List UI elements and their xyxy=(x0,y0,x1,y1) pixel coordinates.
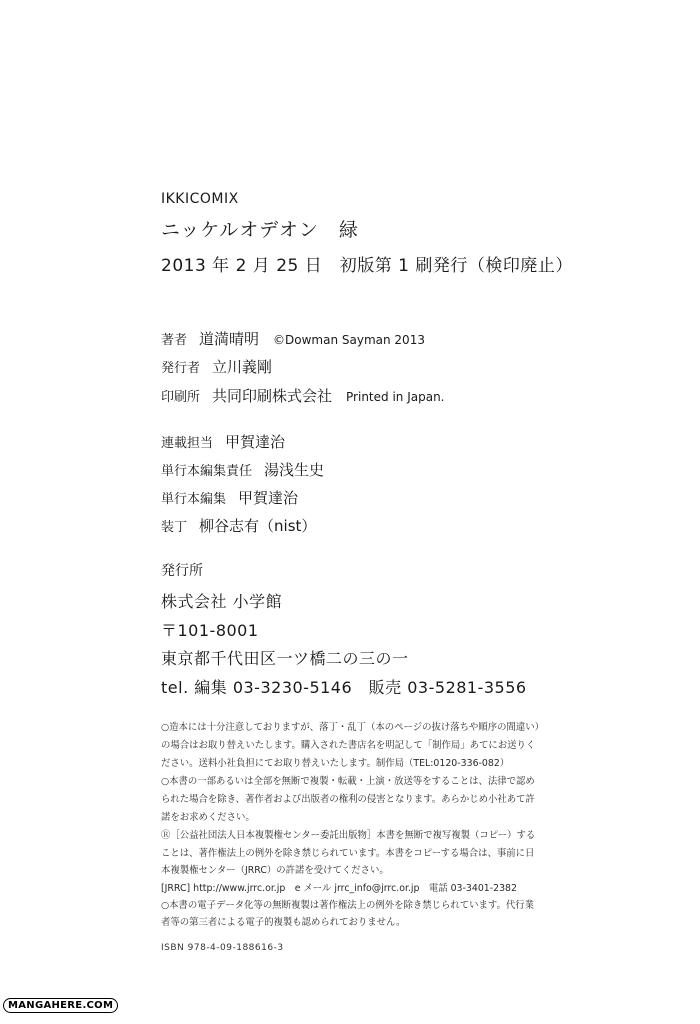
credit-author xyxy=(161,328,425,349)
credit-value: 道満晴明 xyxy=(199,330,260,348)
staff-book-editor xyxy=(161,487,298,508)
credit-value: 甲賀達治 xyxy=(225,433,286,451)
credit-value: 柳谷志有（nist） xyxy=(199,517,317,535)
notice-line: ださい。送料小社負担にてお取り替えいたします。制作局（TEL:0120-336-082） xyxy=(161,758,510,769)
notice-line: 諾をお求めください。 xyxy=(161,812,255,823)
credit-label: 著者 xyxy=(161,333,188,348)
notice-line: られた場合を除き、著作者および出版者の権利の侵害となります。あらかじめ小社あて許 xyxy=(161,794,535,805)
copyright-note: ©Dowman Sayman 2013 xyxy=(273,333,425,347)
credit-value: 湯浅生史 xyxy=(264,461,325,479)
credit-printer xyxy=(161,385,445,406)
publisher-phone: tel. 編集 03-3230-5146 販売 03-5281-3556 xyxy=(161,678,527,697)
credit-label: 印刷所 xyxy=(161,390,201,405)
notice-line: ○本書の一部あるいは全部を無断で複製・転載・上演・放送等をすることは、法律で認め xyxy=(161,776,535,787)
notice-line: ○本書の電子データ化等の無断複製は著作権法上の例外を除き禁じられています。代行業 xyxy=(161,900,535,911)
notice-line: 者等の第三者による電子的複製も認められておりません。 xyxy=(161,917,406,928)
publisher-address: 東京都千代田区一ツ橋二の三の一 xyxy=(161,649,409,668)
notice-line: Ⓡ［公益社団法人日本複製権センター委託出版物］本書を無断で複写複製（コピー）する xyxy=(161,830,536,841)
credit-label: 単行本編集責任 xyxy=(161,464,253,479)
credit-value: 共同印刷株式会社 xyxy=(212,387,333,405)
publisher-name: 株式会社 小学館 xyxy=(161,592,283,611)
isbn: ISBN 978-4-09-188616-3 xyxy=(161,943,284,953)
notice-line: ○造本には十分注意しておりますが、落丁・乱丁（本のページの抜け落ちや順序の間違い） xyxy=(161,722,544,733)
credit-label: 発行者 xyxy=(161,361,201,376)
credit-label: 装丁 xyxy=(161,520,188,535)
staff-designer xyxy=(161,515,316,536)
credit-label: 単行本編集 xyxy=(161,492,227,507)
credit-value: 立川義剛 xyxy=(212,358,273,376)
publisher-label: 発行所 xyxy=(161,563,203,579)
staff-serial-editor xyxy=(161,431,285,452)
credit-label: 連載担当 xyxy=(161,436,214,451)
notice-line: 本複製権センター（JRRC）の許諾を受けてください。 xyxy=(161,865,389,876)
credit-publisher-person xyxy=(161,356,272,377)
book-title: ニッケルオデオン 緑 xyxy=(161,219,359,241)
watermark-logo: MANGAHERE.COM xyxy=(3,998,118,1013)
notice-line: [JRRC] http://www.jrrc.or.jp e メール jrrc_info@jrrc.or.jp 電話 03-3401-2382 xyxy=(161,883,517,894)
publisher-postal: 〒101-8001 xyxy=(161,621,259,640)
credit-value: 甲賀達治 xyxy=(238,489,299,507)
staff-chief-editor xyxy=(161,459,324,480)
printed-note: Printed in Japan. xyxy=(346,390,445,404)
series-name: IKKICOMIX xyxy=(161,191,239,207)
notice-line: の場合はお取り替えいたします。購入された書店名を明記して「制作局」あてにお送りく xyxy=(161,740,536,751)
edition-line: 2013 年 2 月 25 日 初版第 1 刷発行（検印廃止） xyxy=(161,256,573,276)
notice-line: ことは、著作権法上の例外を除き禁じられています。本書をコピーする場合は、事前に日 xyxy=(161,848,535,859)
